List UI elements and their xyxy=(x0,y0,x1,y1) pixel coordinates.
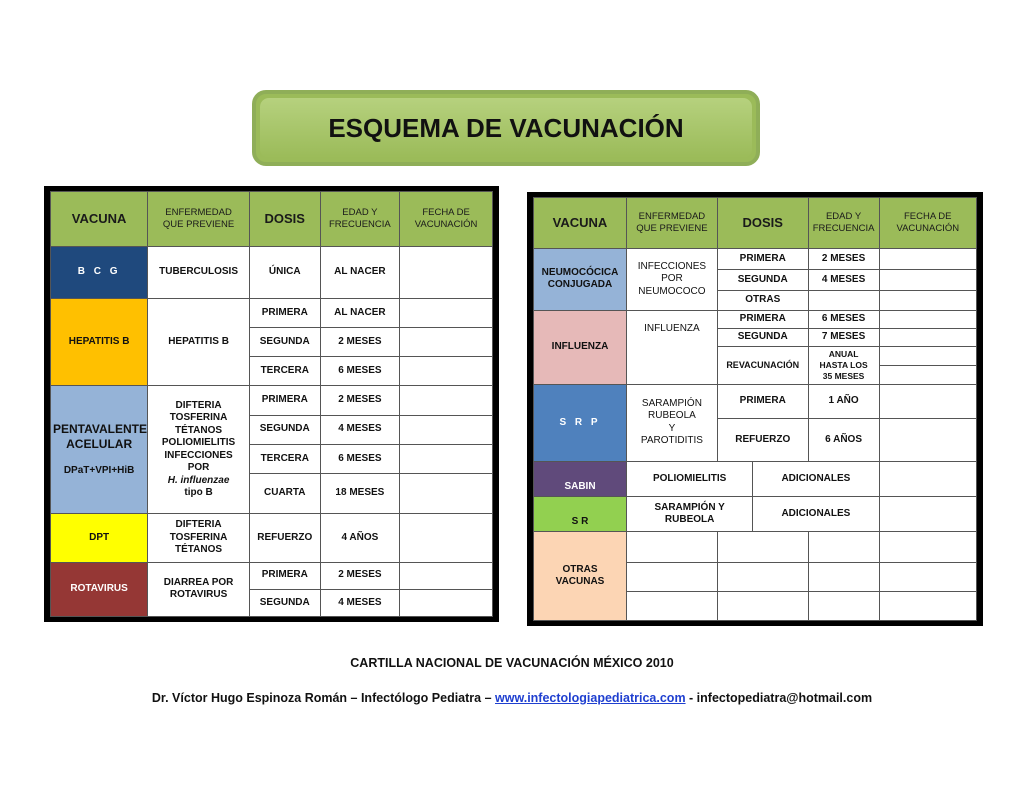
date-field[interactable] xyxy=(400,562,493,589)
dose-cell: PRIMERA xyxy=(249,298,320,327)
vaccine-dpt: DPT xyxy=(51,514,148,562)
dose-cell: ADICIONALES xyxy=(753,497,879,532)
dose-cell: PRIMERA xyxy=(249,562,320,589)
header-dosis: DOSIS xyxy=(249,192,320,247)
disease-cell: DIARREA POR ROTAVIRUS xyxy=(148,562,250,616)
disease-cell: INFLUENZA xyxy=(627,310,718,384)
date-field[interactable] xyxy=(400,589,493,616)
date-field[interactable] xyxy=(879,365,976,384)
vaccine-srp: S R P xyxy=(534,384,627,461)
dose-cell: ÚNICA xyxy=(249,247,320,298)
date-field[interactable] xyxy=(400,415,493,444)
dose-cell: REFUERZO xyxy=(717,418,808,461)
vaccine-sabin: SABIN xyxy=(534,462,627,497)
vaccine-otras: OTRAS VACUNAS xyxy=(534,532,627,621)
dose-cell: PRIMERA xyxy=(249,386,320,415)
date-field[interactable] xyxy=(879,384,976,418)
vaccine-bcg: B C G xyxy=(51,247,148,298)
blank-field[interactable] xyxy=(808,591,879,620)
age-cell: 6 MESES xyxy=(320,444,400,473)
vaccine-influenza: INFLUENZA xyxy=(534,310,627,384)
date-field[interactable] xyxy=(879,291,976,310)
dose-cell: SEGUNDA xyxy=(249,589,320,616)
website-link[interactable]: www.infectologiapediatrica.com xyxy=(495,691,686,705)
vaccine-neumococica: NEUMOCÓCICA CONJUGADA xyxy=(534,249,627,310)
header-dosis: DOSIS xyxy=(717,198,808,249)
footer-credits xyxy=(0,691,1024,705)
dose-cell: CUARTA xyxy=(249,473,320,513)
age-cell: 4 MESES xyxy=(320,415,400,444)
date-field[interactable] xyxy=(879,462,976,497)
email-text: infectopediatra@hotmail.com xyxy=(696,691,873,705)
footer-title: CARTILLA NACIONAL DE VACUNACIÓN MÉXICO 2010 xyxy=(350,656,674,670)
blank-field[interactable] xyxy=(808,532,879,562)
dose-cell: OTRAS xyxy=(717,291,808,310)
table-row xyxy=(51,298,493,327)
dose-cell: SEGUNDA xyxy=(717,328,808,346)
table-header-row xyxy=(51,192,493,247)
age-cell: AL NACER xyxy=(320,298,400,327)
dose-cell: TERCERA xyxy=(249,444,320,473)
date-field[interactable] xyxy=(879,249,976,270)
vaccine-hepatitis-b: HEPATITIS B xyxy=(51,298,148,386)
date-field[interactable] xyxy=(879,591,976,620)
date-field[interactable] xyxy=(879,418,976,461)
table-row xyxy=(534,249,977,270)
header-enfermedad: ENFERMEDAD QUE PREVIENE xyxy=(148,192,250,247)
blank-field[interactable] xyxy=(627,532,718,562)
age-cell: 4 AÑOS xyxy=(320,514,400,562)
dose-cell: SEGUNDA xyxy=(249,327,320,356)
author-text: Dr. Víctor Hugo Espinoza Román – Infectólogo Pediatra – xyxy=(151,691,496,705)
age-cell: 1 AÑO xyxy=(808,384,879,418)
disease-cell: HEPATITIS B xyxy=(148,298,250,386)
date-field[interactable] xyxy=(879,532,976,562)
date-field[interactable] xyxy=(400,298,493,327)
table-row xyxy=(534,497,977,532)
blank-field[interactable] xyxy=(717,591,808,620)
vaccine-rotavirus: ROTAVIRUS xyxy=(51,562,148,616)
age-cell: 6 AÑOS xyxy=(808,418,879,461)
disease-cell: POLIOMIELITIS xyxy=(627,462,753,497)
header-vacuna: VACUNA xyxy=(51,192,148,247)
table-row xyxy=(51,514,493,562)
table-row xyxy=(534,462,977,497)
date-field[interactable] xyxy=(400,444,493,473)
page-title: ESQUEMA DE VACUNACIÓN xyxy=(260,98,752,158)
dose-cell: ADICIONALES xyxy=(753,462,879,497)
table-row xyxy=(51,562,493,589)
header-vacuna: VACUNA xyxy=(534,198,627,249)
date-field[interactable] xyxy=(879,328,976,346)
vaccine-pentavalente: PENTAVALENTE ACELULAR DPaT+VPI+HiB xyxy=(51,386,148,514)
vaccine-sr: S R xyxy=(534,497,627,532)
age-cell: 7 MESES xyxy=(808,328,879,346)
blank-field[interactable] xyxy=(717,562,808,591)
date-field[interactable] xyxy=(879,562,976,591)
table-row xyxy=(534,532,977,562)
dose-cell: PRIMERA xyxy=(717,249,808,270)
header-enfermedad: ENFERMEDAD QUE PREVIENE xyxy=(627,198,718,249)
date-field[interactable] xyxy=(879,497,976,532)
date-field[interactable] xyxy=(879,346,976,365)
dose-cell: TERCERA xyxy=(249,357,320,386)
age-cell: 6 MESES xyxy=(320,357,400,386)
age-cell: 4 MESES xyxy=(320,589,400,616)
header-edad: EDAD Y FRECUENCIA xyxy=(808,198,879,249)
date-field[interactable] xyxy=(400,473,493,513)
disease-cell: SARAMPIÓN Y RUBEOLA xyxy=(627,497,753,532)
date-field[interactable] xyxy=(400,327,493,356)
left-vaccine-table xyxy=(44,186,499,622)
table-header-row xyxy=(534,198,977,249)
disease-cell: TUBERCULOSIS xyxy=(148,247,250,298)
header-edad: EDAD Y FRECUENCIA xyxy=(320,192,400,247)
disease-cell: DIFTERIA TOSFERINA TÉTANOS POLIOMIELITIS INFECCIONES POR H. influenzae tipo B xyxy=(148,386,250,514)
dose-cell: PRIMERA xyxy=(717,310,808,328)
disease-cell: SARAMPIÓN RUBEOLA Y PAROTIDITIS xyxy=(627,384,718,461)
age-cell: 18 MESES xyxy=(320,473,400,513)
disease-cell: DIFTERIA TOSFERINA TÉTANOS xyxy=(148,514,250,562)
date-field[interactable] xyxy=(879,310,976,328)
blank-field[interactable] xyxy=(627,591,718,620)
dose-cell: REFUERZO xyxy=(249,514,320,562)
separator-text: - xyxy=(685,691,697,705)
date-field[interactable] xyxy=(400,514,493,562)
dose-cell: PRIMERA xyxy=(717,384,808,418)
age-cell: ANUAL HASTA LOS 35 MESES xyxy=(808,346,879,384)
disease-cell: INFECCIONES POR NEUMOCOCO xyxy=(627,249,718,310)
header-fecha: FECHA DE VACUNACIÓN xyxy=(400,192,493,247)
date-field[interactable] xyxy=(400,357,493,386)
dose-cell: SEGUNDA xyxy=(717,270,808,291)
dose-cell: REVACUNACIÓN xyxy=(717,346,808,384)
age-cell xyxy=(808,291,879,310)
table-row xyxy=(534,310,977,328)
title-banner xyxy=(252,90,760,166)
header-fecha: FECHA DE VACUNACIÓN xyxy=(879,198,976,249)
table-row xyxy=(51,247,493,298)
date-field[interactable] xyxy=(400,247,493,298)
age-cell: 6 MESES xyxy=(808,310,879,328)
dose-cell: SEGUNDA xyxy=(249,415,320,444)
table-row xyxy=(51,386,493,415)
blank-field[interactable] xyxy=(808,562,879,591)
date-field[interactable] xyxy=(879,270,976,291)
age-cell: 2 MESES xyxy=(320,562,400,589)
table-row xyxy=(534,384,977,418)
age-cell: 2 MESES xyxy=(320,386,400,415)
date-field[interactable] xyxy=(400,386,493,415)
age-cell: 4 MESES xyxy=(808,270,879,291)
age-cell: AL NACER xyxy=(320,247,400,298)
blank-field[interactable] xyxy=(717,532,808,562)
age-cell: 2 MESES xyxy=(808,249,879,270)
age-cell: 2 MESES xyxy=(320,327,400,356)
blank-field[interactable] xyxy=(627,562,718,591)
right-vaccine-table xyxy=(527,192,983,626)
